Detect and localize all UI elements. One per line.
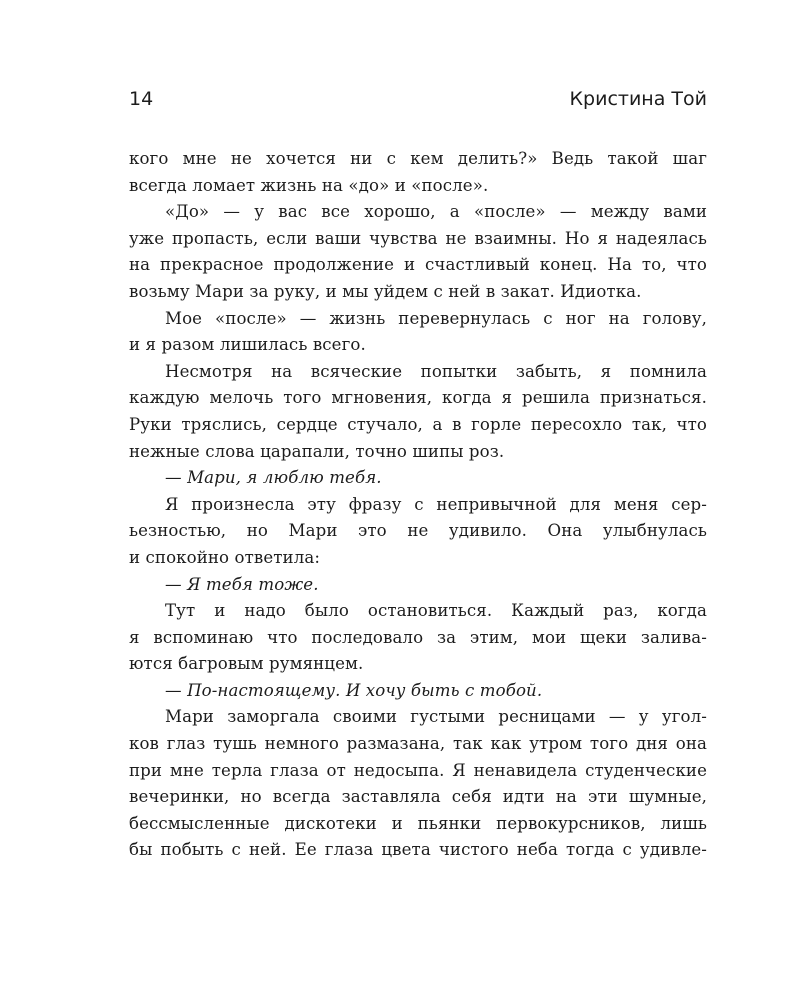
running-title: Кристина Той	[569, 88, 707, 110]
text-line: бы побыть с ней. Ее глаза цвета чистого неба тогда с удивле-	[129, 840, 707, 860]
body-text	[129, 146, 707, 864]
text-line: возьму Мари за руку, и мы уйдем с ней в закат. Идиотка.	[129, 281, 642, 301]
text-line: каждую мелочь того мгновения, когда я решила признаться.	[129, 388, 707, 408]
text-line: ков глаз тушь немного размазана, так как утром того дня она	[129, 734, 707, 754]
text-line: бессмысленные дискотеки и пьянки первокурсников, лишь	[129, 813, 707, 833]
text-line: ются багровым румянцем.	[129, 654, 364, 674]
text-line: Тут и надо было остановиться. Каждый раз, когда	[165, 601, 707, 621]
text-line: вечеринки, но всегда заставляла себя идти на эти шумные,	[129, 787, 707, 807]
text-line: при мне терла глаза от недосыпа. Я ненавидела студенческие	[129, 760, 707, 780]
text-line: Я произнесла эту фразу с непривычной для меня сер-	[165, 494, 707, 514]
dialogue-line: — Я тебя тоже.	[165, 574, 319, 594]
text-line: нежные слова царапали, точно шипы роз.	[129, 441, 505, 461]
text-line: «До» — у вас все хорошо, а «после» — между вами	[165, 202, 707, 222]
page-header	[129, 88, 707, 116]
text-line: всегда ломает жизнь на «до» и «после».	[129, 175, 489, 195]
text-line: Мари заморгала своими густыми ресницами — у угол-	[165, 707, 707, 727]
dialogue-line: — Мари, я люблю тебя.	[165, 468, 382, 488]
text-line: и я разом лишилась всего.	[129, 335, 366, 355]
page-number: 14	[129, 88, 154, 110]
text-line: кого мне не хочется ни с кем делить?» Ведь такой шаг	[129, 149, 707, 168]
text-line: я вспоминаю что последовало за этим, мои щеки залива-	[129, 627, 707, 647]
dialogue-line: — По-настоящему. И хочу быть с тобой.	[165, 680, 543, 700]
text-line: Мое «после» — жизнь перевернулась с ног на голову,	[165, 308, 707, 328]
text-line: ьезностью, но Мари это не удивило. Она улыбнулась	[129, 521, 707, 541]
text-line: Несмотря на всяческие попытки забыть, я помнила	[165, 361, 707, 381]
text-line: уже пропасть, если ваши чувства не взаимны. Но я надеялась	[129, 228, 707, 248]
text-line: и спокойно ответила:	[129, 547, 321, 567]
text-line: на прекрасное продолжение и счастливый конец. На то, что	[129, 255, 707, 275]
text-line: Руки тряслись, сердце стучало, а в горле пересохло так, что	[129, 414, 707, 434]
